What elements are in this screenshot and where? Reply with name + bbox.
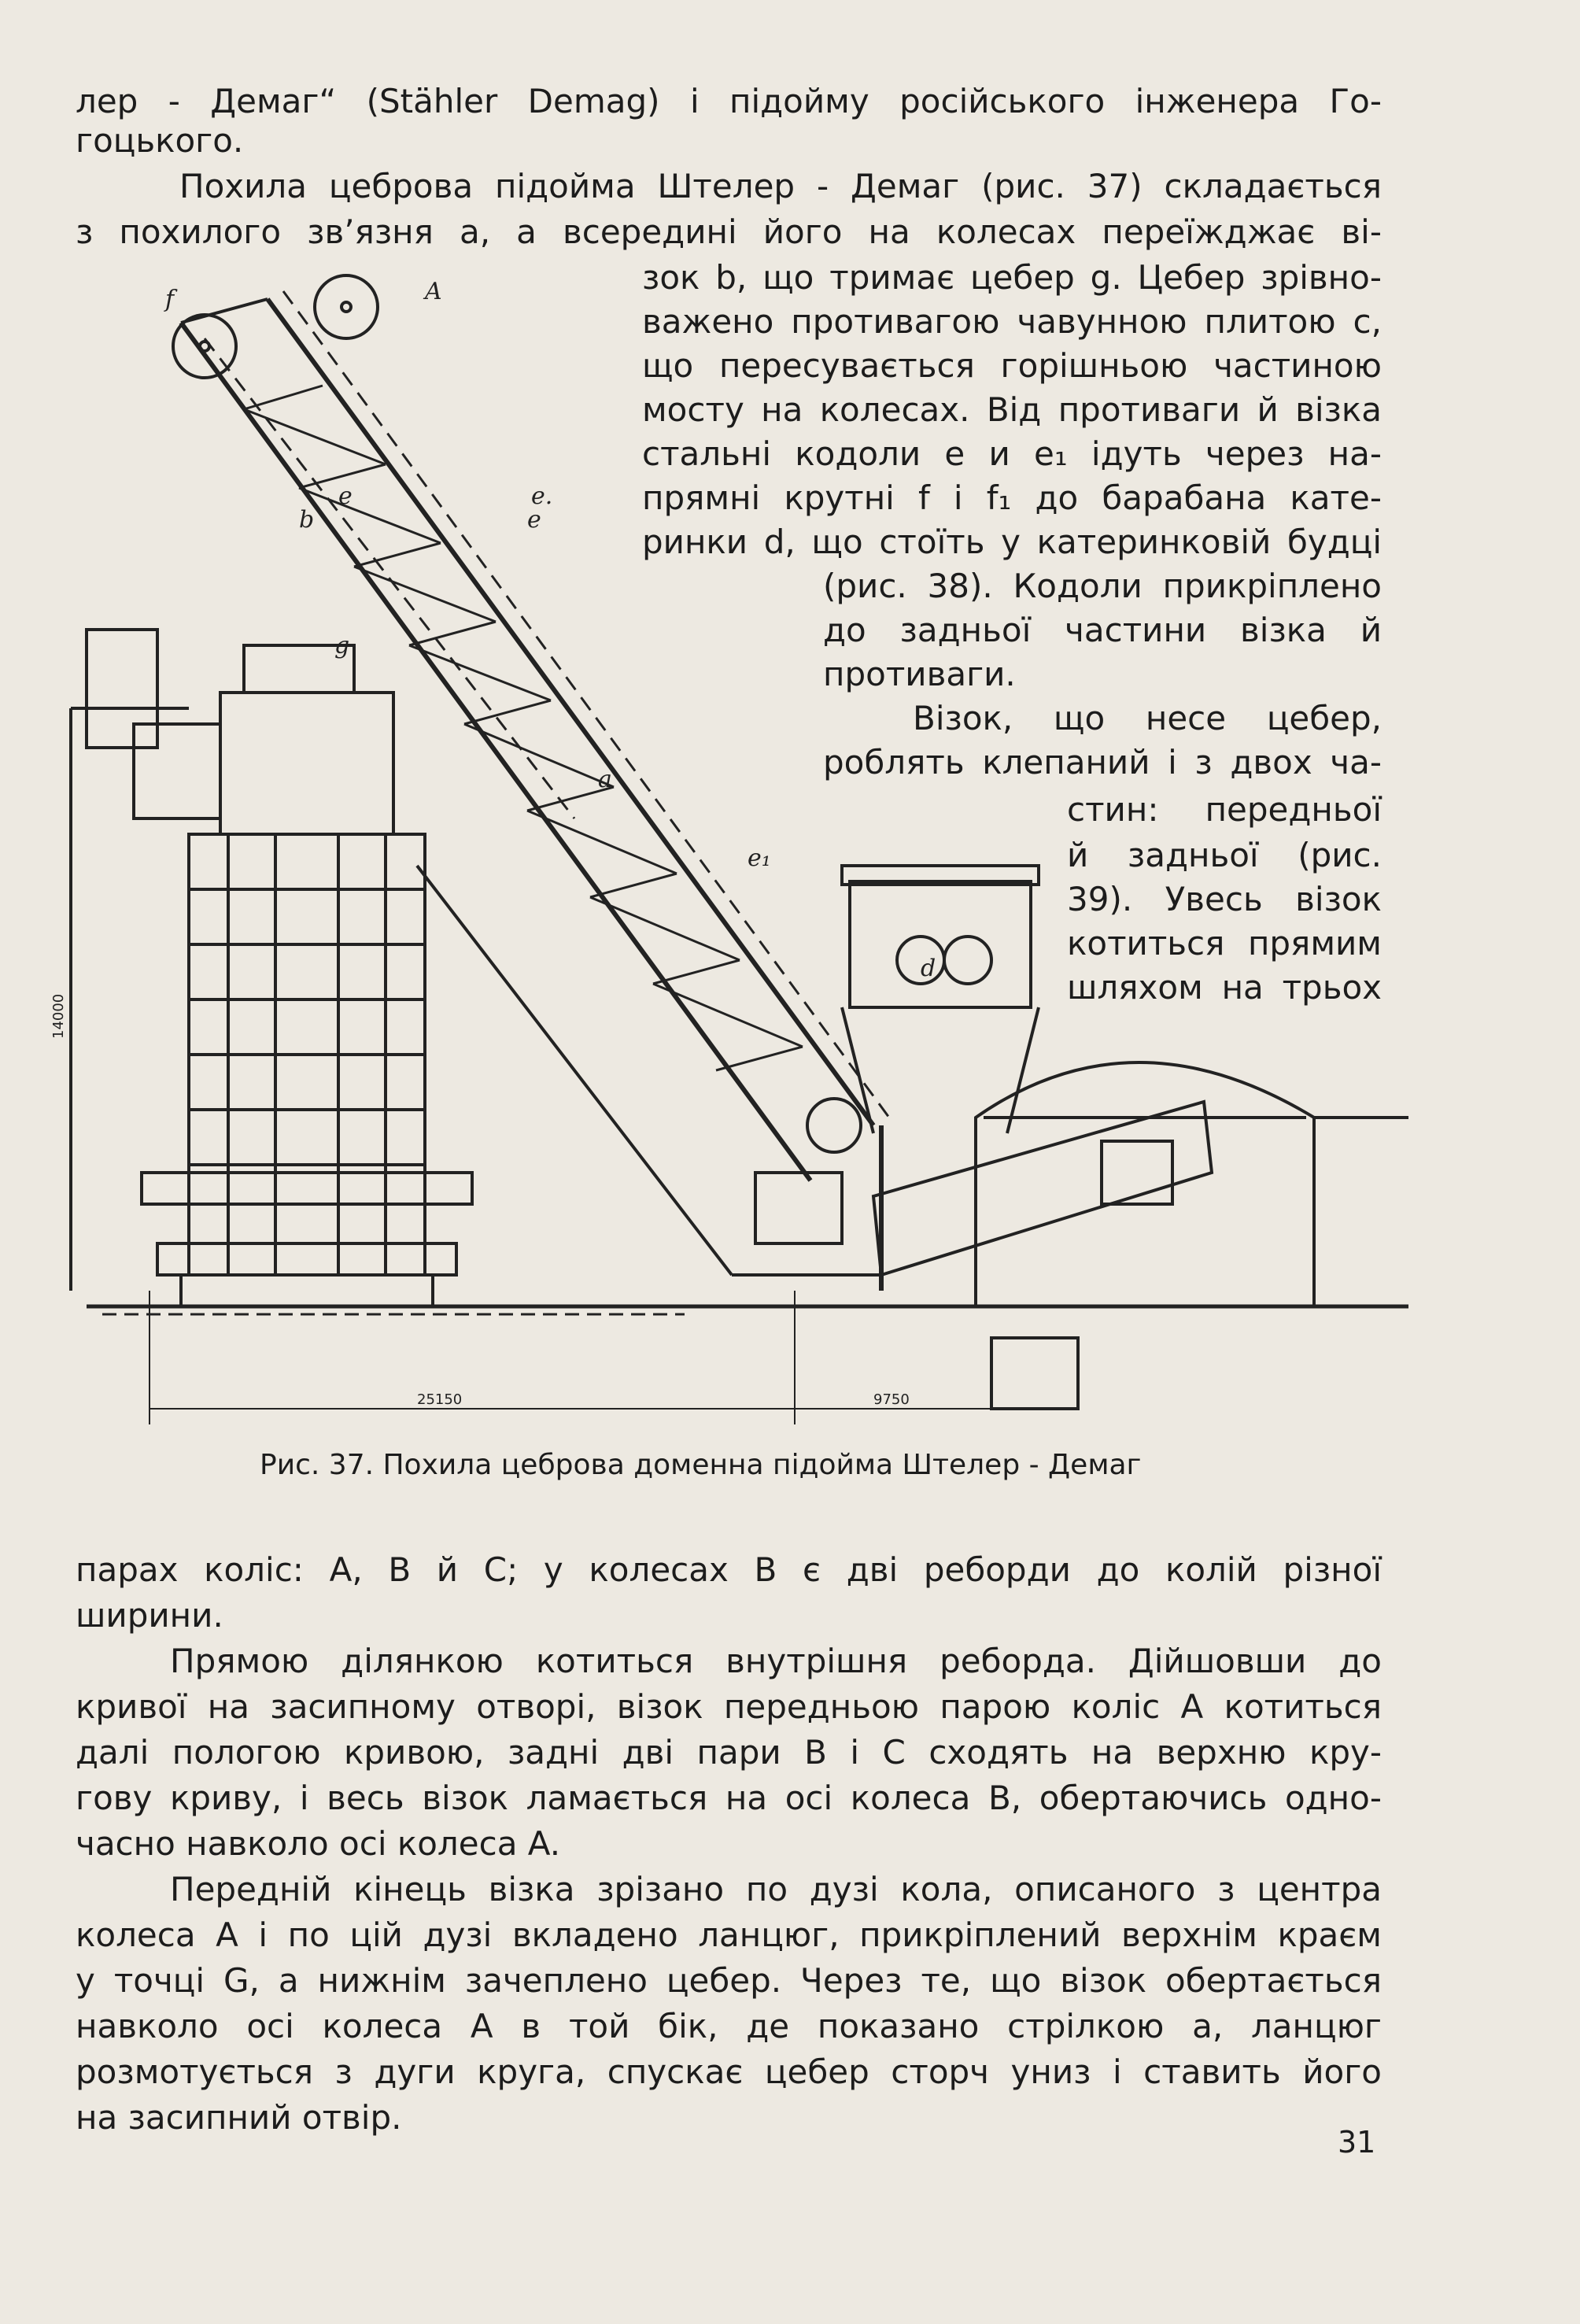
text-line: ринки d, що стоїть у катеринковій будці [642,523,1382,561]
text-line: противаги. [823,655,1016,693]
text-line: (рис. 38). Кодоли прикріплено [823,567,1382,605]
label-e: e [527,506,541,534]
label-d: d [921,955,936,982]
text-line: Візок, що несе цебер, [913,699,1382,737]
dimension-span1: 25150 [417,1391,463,1408]
text-line: далі пологою кривою, задні дві пари B і C сходять на верхню кру- [76,1733,1382,1772]
dimension-height: 14000 [50,993,67,1039]
text-line: Похила цеброва підойма Штелер - Демаг (рис. 37) складається [179,167,1382,205]
text-line: котиться прямим [1067,924,1382,962]
blast-furnace-hoist-drawing [50,268,1408,1432]
text-line: прямні крутні f і f₁ до барабана кате- [642,478,1382,517]
page-number: 31 [1338,2125,1376,2160]
text-line: гоцького. [76,121,244,160]
text-line: кривої на засипному отворі, візок передньою парою коліс A котиться [76,1687,1382,1726]
label-g: g [334,632,350,660]
text-line: стальні кодоли e и e₁ ідуть через на- [642,434,1382,473]
text-line: мосту на колесах. Від противаги й візка [642,390,1382,429]
text-line: Прямою ділянкою котиться внутрішня реборда. Дійшовши до [170,1642,1382,1680]
text-line: Передній кінець візка зрізано по дузі кола, описаного з центра [170,1870,1382,1908]
label-e1b: e₁ [748,844,771,872]
text-line: й задньої (рис. [1067,836,1382,874]
text-line: лер - Демаг“ (Stähler Demag) і підойму російського інженера Го- [76,82,1382,120]
label-b: b [299,506,315,534]
text-line: до задньої частини візка й [823,611,1382,649]
label-e1: e. [531,482,553,510]
text-line: зок b, що тримає цебер g. Цебер зрівно- [642,258,1382,297]
text-line: 39). Увесь візок [1067,880,1382,918]
text-line: ширини. [76,1596,223,1635]
text-line: парах коліс: A, B й C; у колесах B є дві реборди до колій різної [76,1550,1382,1589]
label-a: a [598,766,612,793]
text-line: навколо осі колеса A в той бік, де показано стрілкою a, ланцюг [76,2007,1382,2045]
figure-caption: Рис. 37. Похила цеброва доменна підойма Штелер - Демаг [260,1449,1142,1481]
text-line: важено противагою чавунною плитою c, [642,302,1382,341]
text-line: у точці G, а нижнім зачеплено цебер. Через те, що візок обертається [76,1961,1382,2000]
text-line: колеса A і по цій дузі вкладено ланцюг, прикріплений верхнім краєм [76,1916,1382,1954]
text-line: гову криву, і весь візок ламається на осі колеса B, обертаючись одно- [76,1779,1382,1817]
label-A: A [425,278,442,305]
text-line: роблять клепаний і з двох ча- [823,743,1382,781]
dimension-span2: 9750 [873,1391,910,1408]
label-e-upper: e [338,482,353,510]
label-f: f [165,286,175,313]
text-line: стин: передньої [1067,790,1382,829]
text-line: що пересувається горішньою частиною [642,346,1382,385]
text-line: на засипний отвір. [76,2098,402,2137]
text-line: часно навколо осі колеса A. [76,1824,561,1863]
text-line: шляхом на трьох [1067,968,1382,1007]
text-line: розмотується з дуги круга, спускає цебер сторч униз і ставить його [76,2052,1382,2091]
text-line: з похилого зв’язня a, а всередині його на колесах переїжджає ві- [76,212,1382,251]
